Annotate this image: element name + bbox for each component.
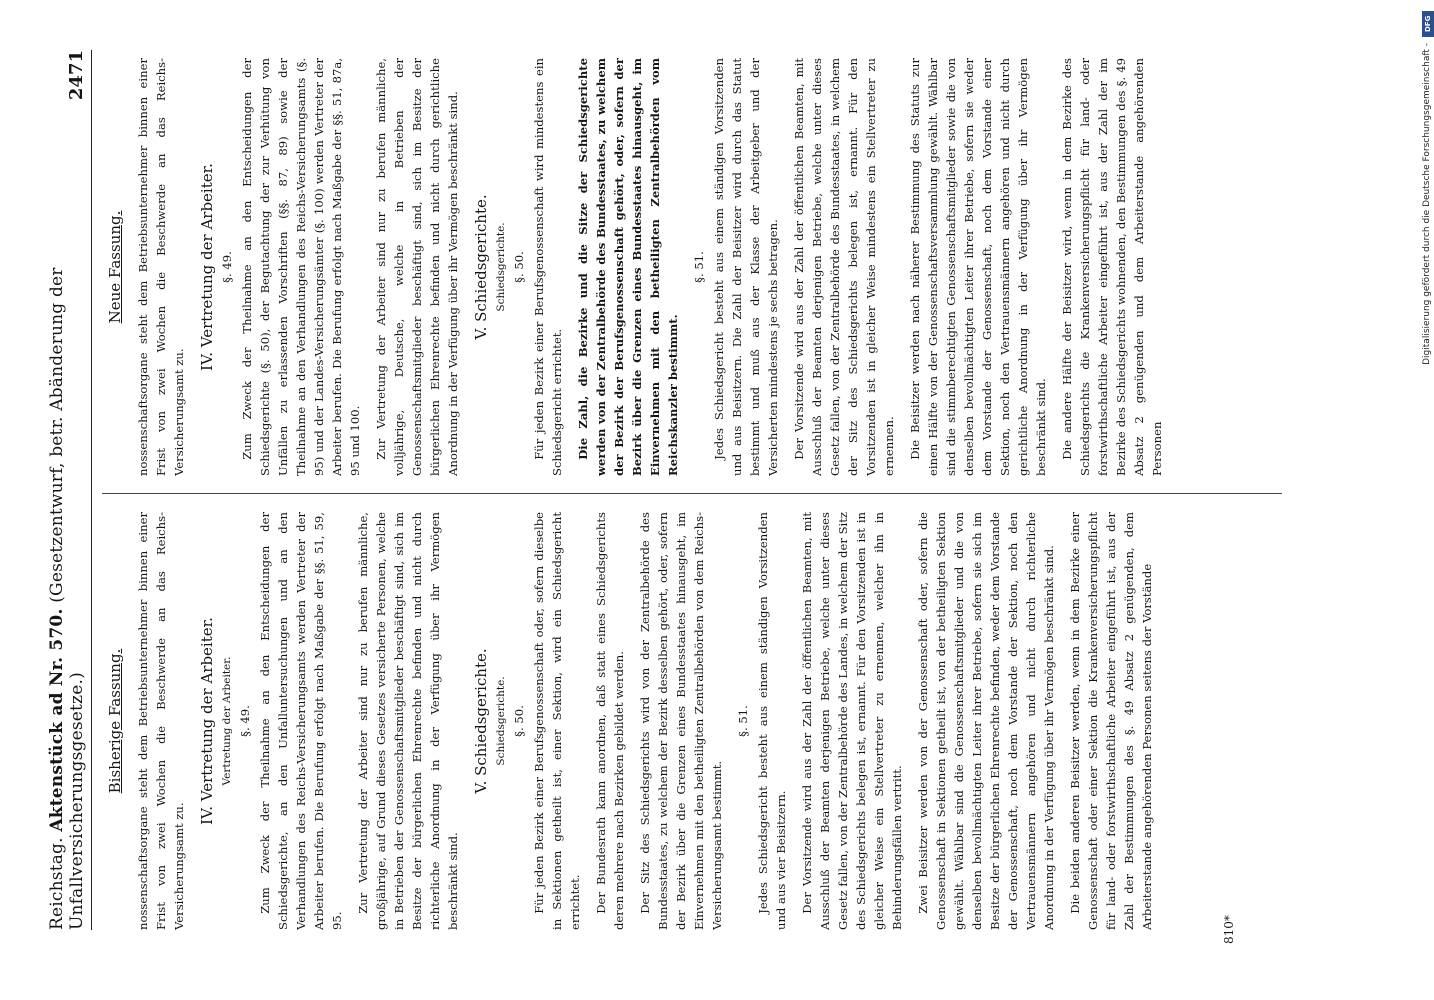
header-left: Reichstag. — [47, 837, 67, 930]
left-intro: nossenschaftsorgane steht dem Betriebsunternehmer binnen einer Frist von zwei Wochen die Beschwerde an das Reichs-Versicherungsamt zu. — [136, 512, 186, 930]
left-p50-3: Der Sitz des Schiedsgerichts wird von der Zentralbehörde des Bundesstaates, zu welchem der Bezirk desselben gehört, oder, sofern der Bezirk über die Grenzen eines Bundesstaates hinausgeht, im Einvernehmen mit den betheiligten Zentralbehörden von dem Reichs-Versicherungsamt bestimmt. — [638, 512, 724, 930]
left-p50-1: Für jeden Bezirk einer Berufsgenossenschaft oder, sofern dieselbe in Sektionen getheilt ist, einer Sektion, wird ein Schiedsgericht errichtet. — [532, 512, 582, 930]
right-p50-2: Die Zahl, die Bezirke und die Sitze der Schiedsgerichte werden von der Zentralbehörde des Bundesstaates, zu welchem der Bezirk der Berufsgenossenschaft gehört, oder, sofern der Bezirk über die Grenzen eines Bundesstaates hinausgeht, im Einvernehmen mit den betheiligten Zentralbehörden vom Reichskanzler bestimmt. — [576, 58, 680, 476]
left-section-v: V. Schiedsgerichte. — [472, 648, 490, 794]
header-title-bold: Aktenstück ad Nr. 570. — [47, 608, 67, 832]
right-section-iv: IV. Vertretung der Arbeiter. — [198, 163, 216, 371]
dfg-logo-icon: DFG — [1422, 11, 1434, 37]
left-p50-2: Der Bundesrath kann anordnen, daß statt eines Schiedsgerichts deren mehrere nach Bezirken gebildet werden. — [594, 512, 626, 930]
left-p51-3: Zwei Beisitzer werden von der Genossenschaft oder, sofern die Genossenschaft in Sektionen getheilt ist, von der betheiligten Sektion gewählt. Wählbar sind die Genossenschaftsmitglieder und die von denselben bevollmächtigten Leiter ihrer Betriebe, sofern sie sich im Besitze der bürgerlichen Ehrenrechte befinden, weder dem Vorstande der Genossenschaft, noch dem Vorstande der Sektion, noch den Vertrauensmännern angehören und nicht durch richterliche Anordnung in der Verfügung über ihr Vermögen beschränkt sind. — [916, 512, 1056, 930]
digitization-sidebar — [1422, 5, 1434, 995]
page-number: 2471 — [66, 50, 87, 101]
header-title — [47, 100, 87, 930]
right-para-51: §. 51. — [692, 251, 706, 283]
right-p51-1: Jedes Schiedsgericht besteht aus einem ständigen Vorsitzenden und aus Beisitzern. Die Zahl der Beisitzer wird durch das Statut bestimmt und muß aus der Klasse der Arbeitgeber und der Versicherten mindestens je sechs betragen. — [712, 58, 780, 476]
right-p49-1: Zum Zweck der Theilnahme an den Entscheidungen der Schiedsgerichte (§. 50), der Begutachtung der zur Verhütung von Unfällen zu erlassenden Vorschriften (§§. 87, 89) sowie der Theilnahme an den Verhandlungen des Reichs-Versicherungsamts (§. 95) und der Landes-Versicherungsämter (§. 100) werden Vertreter der Arbeiter berufen. Die Berufung erfolgt nach Maßgabe der §§. 51, 87a, 95 und 100. — [240, 58, 362, 476]
left-para-49: §. 49. — [238, 705, 252, 737]
column-divider — [102, 493, 1282, 494]
left-p49-2: Zur Vertretung der Arbeiter sind nur zu berufen männliche, großjährige, auf Grund dieses Gesetzes versicherte Personen, welche in Betrieben der Genossenschaftsmitglieder beschäftigt sind, sich im Besitze der bürgerlichen Ehrenrechte befinden und nicht durch richterliche Anordnung in der Verfügung über ihr Vermögen beschränkt sind. — [356, 512, 460, 930]
right-intro: nossenschaftsorgane steht dem Betriebsunternehmer binnen einer Frist von zwei Wochen die Beschwerde an das Reichs-Versicherungsamt zu. — [136, 58, 186, 476]
right-column — [102, 58, 1352, 476]
left-section-v-sub: Schiedsgerichte. — [495, 676, 507, 766]
header-title-rest: (Gesetzentwurf, betr. Abänderung der Unfallversicherungsgesetze.) — [47, 267, 87, 930]
right-para-49: §. 49. — [220, 251, 234, 283]
footer-number: 810* — [1222, 915, 1236, 944]
left-p51-1: Jedes Schiedsgericht besteht aus einem ständigen Vorsitzenden und aus vier Beisitzern. — [756, 512, 788, 930]
right-section-v: V. Schiedsgerichte. — [472, 194, 490, 340]
left-column — [102, 512, 1352, 930]
left-p51-2: Der Vorsitzende wird aus der Zahl der öffentlichen Beamten, mit Ausschluß der Beamten derjenigen Betriebe, welche unter dieses Gesetz fallen, von der Zentralbehörde des Landes, in welchem der Sitz des Schiedsgerichts belegen ist, ernannt. Für den Vorsitzenden ist in gleicher Weise ein Stellvertreter zu ernennen, welcher ihn in Behinderungsfällen vertritt. — [800, 512, 904, 930]
right-p51-3: Die Beisitzer werden nach näherer Bestimmung des Statuts zur einen Hälfte von der Genossenschaftsversammlung gewählt. Wählbar sind die stimmberechtigten Genossenschaftsmitglieder sowie die von denselben bevollmächtigten Leiter ihrer Betriebe, sofern sie weder dem Vorstande der Genossenschaft, noch dem Vorstande einer Sektion, noch den Vertrauensmännern angehören und nicht durch gerichtliche Anordnung in der Verfügung über ihr Vermögen beschränkt sind. — [908, 58, 1048, 476]
right-para-50: §. 50. — [512, 251, 526, 283]
page-header — [47, 50, 92, 930]
digitization-credit: Digitalisierung gefördert durch die Deutsche Forschungsgemeinschaft - — [1422, 43, 1432, 365]
left-p49-1: Zum Zweck der Theilnahme an den Entscheidungen der Schiedsgerichte, an den Unfalluntersuchungen und an den Verhandlungen des Reichs-Versicherungsamts werden Vertreter der Arbeiter berufen. Die Berufung erfolgt nach Maßgabe der §§. 51, 59, 95. — [258, 512, 344, 930]
left-section-iv: IV. Vertretung der Arbeiter. — [198, 617, 216, 825]
right-p49-2: Zur Vertretung der Arbeiter sind nur zu berufen männliche, volljährige, Deutsche, welche in Betrieben der Genossenschaftsmitglieder beschäftigt sind, sich im Besitze der bürgerlichen Ehrenrechte befinden und nicht durch gerichtliche Anordnung in der Verfügung über ihr Vermögen beschränkt sind. — [374, 58, 460, 476]
left-para-51: §. 51. — [736, 705, 750, 737]
right-section-v-sub: Schiedsgerichte. — [495, 222, 507, 312]
left-column-heading: Bisherige Fassung. — [106, 648, 124, 794]
rotated-page — [47, 50, 1358, 930]
right-p51-4: Die andere Hälfte der Beisitzer wird, wenn in dem Bezirke des Schiedsgerichts die Krankenversicherungspflicht für land- oder forstwirthschaftliche Arbeiter eingeführt ist, aus der Zahl der im Bezirke des Schiedsgerichts wohnenden, den Bestimmungen des §. 49 Absatz 2 genügenden und dem Arbeiterstande angehörenden Personen — [1060, 58, 1164, 476]
right-column-heading: Neue Fassung. — [106, 210, 124, 324]
left-section-iv-sub: Vertretung der Arbeiter. — [221, 656, 233, 786]
right-p51-2: Der Vorsitzende wird aus der Zahl der öffentlichen Beamten, mit Ausschluß der Beamten derjenigen Betriebe, welche unter dieses Gesetz fallen, von der Zentralbehörde des Bundesstaates, in welchem der Sitz des Schiedsgerichts belegen ist, ernannt. Für den Vorsitzenden ist in gleicher Weise mindestens ein Stellvertreter zu ernennen. — [792, 58, 896, 476]
left-p51-4: Die beiden anderen Beisitzer werden, wenn in dem Bezirke einer Genossenschaft oder einer Sektion die Krankenversicherungspflicht für land- oder forstwirthschaftliche Arbeiter eingeführt ist, aus der Zahl der Bestimmungen des §. 49 Absatz 2 genügenden, dem Arbeiterstande angehörenden Personen seitens der Vorstände — [1068, 512, 1154, 930]
right-p50-1: Für jeden Bezirk einer Berufsgenossenschaft wird mindestens ein Schiedsgericht errichtet. — [532, 58, 564, 476]
left-para-50: §. 50. — [512, 705, 526, 737]
